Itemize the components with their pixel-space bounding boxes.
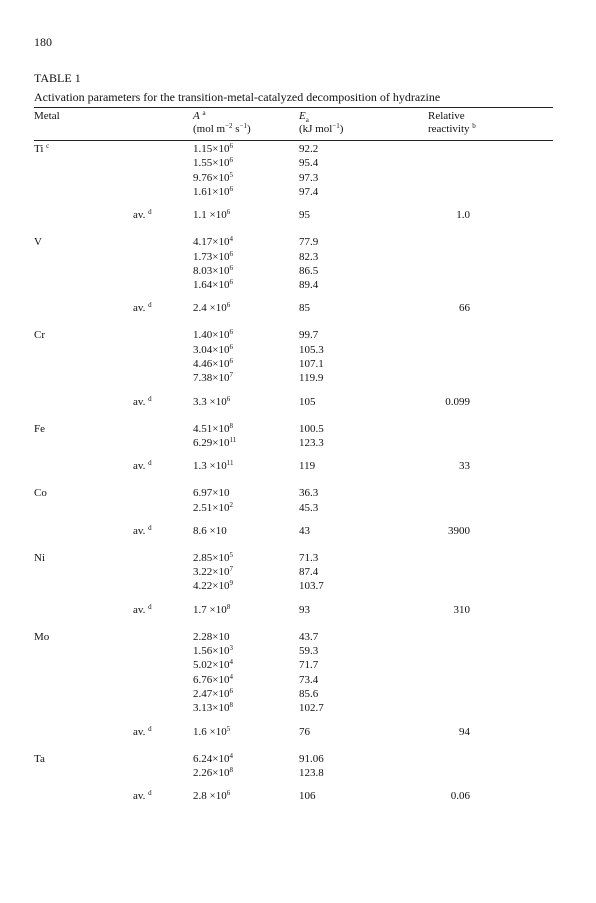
ea-value: 71.3	[299, 551, 319, 564]
a-value: $2.26\times 10^8$	[193, 765, 233, 779]
metal-label: Co	[34, 487, 47, 500]
ea-value: 123.8	[299, 766, 324, 779]
metal-label: Ti $^c$	[34, 142, 50, 155]
average-label: av. $^d$	[133, 301, 152, 315]
ea-value: 85.6	[299, 687, 319, 700]
average-ea-value: 105	[299, 395, 316, 408]
ea-value: 59.3	[299, 645, 319, 657]
ea-value: 86.5	[299, 264, 319, 277]
a-value: $7.38\times 10^7$	[193, 371, 233, 385]
average-a-value: $1.6 \times 10^5$	[193, 724, 231, 738]
average-a-value: $1.7 \times 10^8$	[193, 602, 231, 616]
a-value: $1.40\times 10^6$	[193, 328, 233, 342]
average-label: av. $^d$	[133, 459, 152, 473]
a-value: 6.97×10	[193, 487, 230, 500]
header-reactivity: reactivity $^b$	[428, 122, 476, 135]
a-value: $1.55\times 10^6$	[193, 156, 233, 170]
metal-label: Ta	[34, 752, 45, 765]
average-label: av. $^d$	[133, 724, 152, 738]
ea-value: 123.3	[299, 436, 324, 449]
average-a-value: $2.8 \times 10^6$	[193, 789, 231, 803]
a-value: $8.03\times 10^6$	[193, 263, 233, 277]
metal-label: Mo	[34, 630, 50, 643]
average-ea-value: 76	[299, 725, 310, 738]
a-value: $4.17\times 10^4$	[193, 235, 233, 249]
a-value: $4.46\times 10^6$	[193, 357, 233, 370]
average-a-value: $2.4 \times 10^6$	[193, 301, 231, 315]
header-ea-units: (kJ mol$^{-1}$)	[299, 122, 344, 135]
a-value: $4.22\times 10^9$	[193, 579, 233, 593]
ea-value: 71.7	[299, 659, 319, 672]
average-a-value: $3.3 \times 10^6$	[193, 394, 231, 408]
ea-value: 102.7	[299, 702, 324, 715]
ea-value: 95.4	[299, 157, 319, 170]
ea-value: 100.5	[299, 422, 324, 435]
ea-value: 99.7	[299, 329, 319, 342]
ea-value: 103.7	[299, 580, 324, 593]
a-value: $1.56\times 10^3$	[193, 644, 233, 657]
relative-reactivity: 3900	[448, 524, 470, 537]
a-value: $4.51\times 10^8$	[193, 421, 233, 435]
relative-reactivity: 0.06	[450, 790, 470, 803]
ea-value: 91.06	[299, 752, 324, 765]
ea-value: 43.7	[299, 630, 319, 643]
a-value: $6.24\times 10^4$	[193, 751, 233, 765]
metal-label: Cr	[34, 329, 45, 342]
metal-label: Ni	[34, 551, 45, 564]
average-a-value: 8.6 ×10	[193, 524, 227, 537]
ea-value: 87.4	[299, 566, 319, 579]
ea-value: 97.4	[299, 185, 319, 198]
ea-value: 119.9	[299, 372, 324, 385]
a-value: $3.22\times 10^7$	[193, 565, 233, 579]
average-ea-value: 95	[299, 209, 310, 222]
a-value: 2.28×10	[193, 630, 230, 643]
relative-reactivity: 33	[459, 460, 470, 473]
relative-reactivity: 66	[459, 302, 470, 315]
average-a-value: $1.3 \times 10^{11}$	[193, 459, 234, 473]
ea-value: 36.3	[299, 487, 319, 500]
average-ea-value: 43	[299, 524, 310, 537]
average-label: av. $^d$	[133, 789, 152, 803]
header-a: A $^a$	[193, 109, 206, 122]
ea-value: 82.3	[299, 250, 319, 263]
a-value: $3.13\times 10^8$	[193, 701, 233, 715]
average-label: av. $^d$	[133, 523, 152, 537]
a-value: $2.51\times 10^2$	[193, 500, 233, 514]
ea-value: 105.3	[299, 343, 324, 356]
a-value: $1.73\times 10^6$	[193, 249, 233, 263]
header-relative: Relative	[428, 110, 465, 122]
average-ea-value: 106	[299, 790, 316, 803]
table-caption: Activation parameters for the transition-metal-catalyzed decomposition of hydrazine	[34, 90, 441, 104]
average-ea-value: 119	[299, 460, 316, 473]
ea-value: 107.1	[299, 358, 324, 370]
header-a-units: (mol $m^{-2}$ $s^{-1}$)	[193, 122, 251, 135]
ea-value: 77.9	[299, 236, 319, 249]
relative-reactivity: 310	[453, 603, 470, 616]
relative-reactivity: 1.0	[456, 209, 470, 222]
a-value: $2.85\times 10^5$	[193, 550, 233, 564]
average-label: av. $^d$	[133, 208, 152, 222]
table-label: TABLE 1	[34, 71, 81, 85]
a-value: $9.76\times 10^5$	[193, 170, 233, 184]
a-value: $3.04\times 10^6$	[193, 342, 233, 356]
a-value: $6.76\times 10^4$	[193, 672, 233, 686]
page-number: 180	[34, 35, 52, 49]
a-value: $1.61\times 10^6$	[193, 184, 233, 198]
a-value: $5.02\times 10^4$	[193, 658, 233, 672]
ea-value: 97.3	[299, 171, 319, 184]
metal-label: V	[34, 236, 42, 249]
a-value: $1.15\times 10^6$	[193, 142, 233, 155]
a-value: $2.47\times 10^6$	[193, 686, 233, 700]
ea-value: 92.2	[299, 143, 319, 155]
relative-reactivity: 94	[459, 725, 470, 738]
ea-value: 73.4	[299, 673, 319, 686]
header-ea: $E_a$	[299, 110, 309, 125]
ea-value: 89.4	[299, 279, 319, 292]
ea-value: 45.3	[299, 501, 319, 514]
average-a-value: $1.1 \times 10^6$	[193, 208, 231, 222]
a-value: $6.29\times 10^{11}$	[193, 435, 237, 449]
average-label: av. $^d$	[133, 394, 152, 408]
average-ea-value: 85	[299, 302, 310, 315]
relative-reactivity: 0.099	[445, 395, 470, 408]
metal-label: Fe	[34, 422, 45, 435]
average-label: av. $^d$	[133, 602, 152, 616]
a-value: $1.64\times 10^6$	[193, 278, 233, 292]
header-metal: Metal	[34, 110, 60, 122]
average-ea-value: 93	[299, 603, 310, 616]
